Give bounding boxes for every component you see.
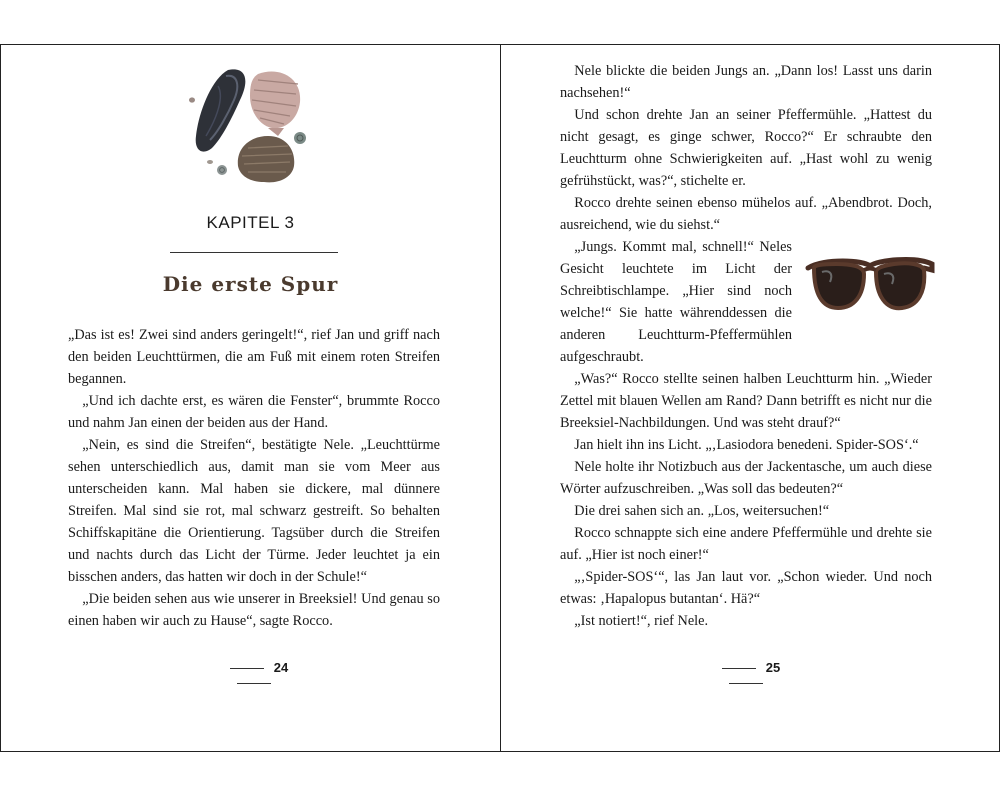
chapter-divider [170, 252, 338, 253]
chapter-label: KAPITEL 3 [206, 213, 295, 232]
paragraph: Nele blickte die beiden Jungs an. „Dann los! Lasst uns darin nachsehen!“ [560, 63, 932, 101]
paragraph: Rocco schnappte sich eine andere Pfeffermühle und drehte sie auf. „Hier ist noch einer!“ [560, 525, 932, 563]
folio-line [729, 683, 763, 684]
right-body-text [560, 60, 932, 632]
paragraph: Und schon drehte Jan an seiner Pfeffermühle. „Hattest du nicht gesagt, es ginge schwer, Rocco?“ Er schraubte den Leuchtturm ohne Schwierigkeiten auf. „Hast wohl zu wenig gefrühstückt, was?“, stichelte er. [560, 107, 932, 189]
page-number-right [686, 660, 806, 690]
folio-line [722, 668, 756, 669]
paragraph: „Die beiden sehen aus wie unserer in Breeksiel! Und genau so einen haben wir auch zu Hause“, sagte Rocco. [68, 591, 440, 629]
page-number: 25 [765, 660, 781, 675]
paragraph: „Jungs. Kommt mal, schnell!“ Neles Gesicht leuchtete im Licht der Schreibtischlampe. „Hier sind noch welche!“ Sie hatte währenddessen die anderen Leuchtturm-Pfeffermühlen aufgeschraubt. [560, 239, 792, 365]
folio-line [237, 683, 271, 684]
paragraph: „‚Spider-SOS‘“, las Jan laut vor. „Schon wieder. Und noch etwas: ‚Hapalopus butantan‘. Hä?“ [560, 569, 932, 607]
folio-line [230, 668, 264, 669]
chapter-title: Die erste Spur [162, 272, 339, 296]
sunglasses-icon [804, 238, 936, 324]
page-number: 24 [273, 660, 289, 675]
paragraph: Jan hielt ihn ins Licht. „‚Lasiodora benedeni. Spider-SOS‘.“ [574, 437, 919, 453]
paragraph: „Nein, es sind die Streifen“, bestätigte Nele. „Leuchttürme sehen unterschiedlich aus, damit man sie vom Meer aus unterscheiden kann. Mal haben sie dickere, mal dünnere Streifen. Mal sind sie rot, mal schwarz gestreift. So behalten Schiffskapitäne die Orientierung. Tagsüber durch die Streifen und nachts durch das Licht der Türme. Jeder leuchtet ja ein bisschen anders, das hatten wir doch in der Schule!“ [68, 437, 440, 585]
page-number-left [194, 660, 314, 690]
left-body-text [68, 324, 440, 632]
paragraph: Rocco drehte seinen ebenso mühelos auf. „Abendbrot. Doch, ausreichend, wie du siehst.“ [560, 195, 932, 233]
shells-illustration [188, 66, 316, 186]
paragraph: Die drei sahen sich an. „Los, weitersuchen!“ [574, 503, 830, 519]
paragraph: „Ist notiert!“, rief Nele. [574, 613, 709, 629]
mussel-shell-icon [196, 69, 246, 151]
scallop-shell-icon [250, 72, 300, 136]
paragraph: „Was?“ Rocco stellte seinen halben Leuchtturm hin. „Wieder Zettel mit blauen Wellen am Rand? Dann betrifft es nicht nur die Breeksiel-Nachbildungen. Und was steht drauf?“ [560, 371, 932, 431]
cockle-shell-icon [238, 136, 294, 182]
paragraph: Nele holte ihr Notizbuch aus der Jackentasche, um auch diese Wörter aufzuschreiben. „Was soll das bedeuten?“ [560, 459, 932, 497]
sunglasses-illustration [804, 238, 936, 324]
paragraph: „Und ich dachte erst, es wären die Fenster“, brummte Rocco und nahm Jan einen der beiden aus der Hand. [68, 393, 440, 431]
paragraph: „Das ist es! Zwei sind anders geringelt!“, rief Jan und griff nach den beiden Leuchttürmen, die am Fuß mit einem roten Streifen begannen. [68, 327, 440, 387]
